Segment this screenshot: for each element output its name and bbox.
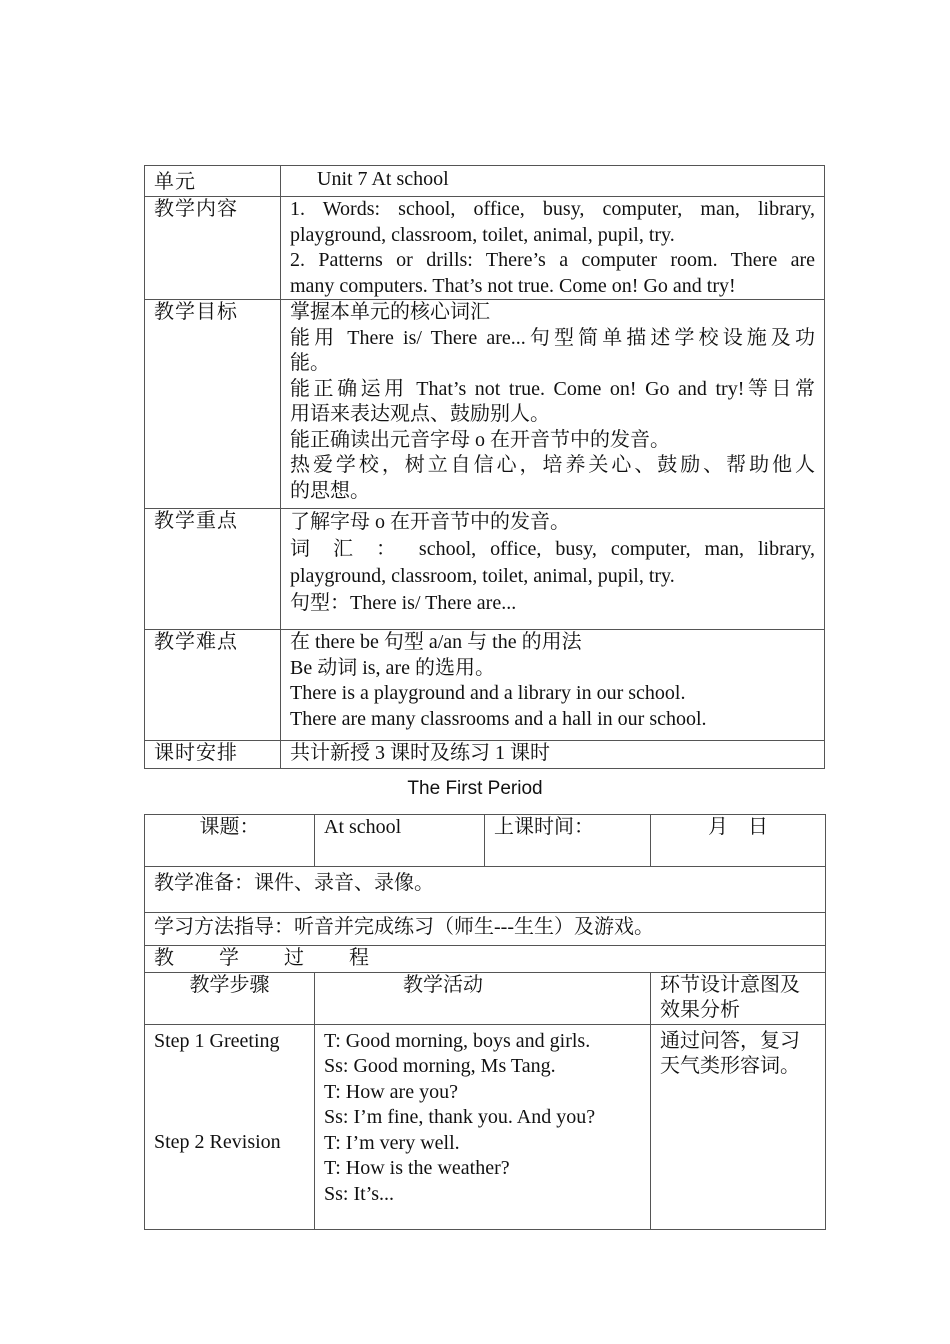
activities-cell — [315, 1024, 651, 1229]
spacer — [154, 1054, 305, 1130]
label-topic: 课题： — [145, 815, 315, 867]
value-schedule: 共计新授 3 课时及练习 1 课时 — [281, 741, 825, 769]
header-steps: 教学步骤 — [145, 972, 315, 1024]
content-line: 1. Words: school, office, busy, computer, man, library, — [290, 198, 815, 220]
unit-overview-table — [144, 165, 825, 769]
goal-line: 能正确读出元音字母 o 在开音节中的发音。 — [290, 428, 670, 451]
goal-line: 能用 There is/ There are...句型简单描述学校设施及功 — [290, 326, 815, 349]
step-label: Step 1 Greeting — [154, 1029, 280, 1052]
intent-line: 天气类形容词。 — [660, 1055, 800, 1077]
focus-line: 句型：There is/ There are... — [290, 592, 517, 614]
activity-line: T: How is the weather? — [324, 1157, 510, 1179]
goal-line: 用语来表达观点、鼓励别人。 — [290, 403, 550, 425]
row-content — [145, 197, 825, 300]
activity-line: T: I’m very well. — [324, 1131, 460, 1154]
label-goals: 教学目标 — [145, 300, 281, 509]
difficulty-line: There are many classrooms and a hall in our school. — [290, 707, 707, 730]
activity-line: T: Good morning, boys and girls. — [324, 1029, 591, 1052]
value-prep: 教学准备：课件、录音、录像。 — [145, 867, 826, 913]
value-topic: At school — [315, 815, 485, 867]
focus-line: playground, classroom, toilet, animal, pupil, try. — [290, 565, 675, 587]
intent-line: 通过问答，复习 — [660, 1029, 800, 1052]
focus-line: 了解字母 o 在开音节中的发音。 — [290, 511, 570, 533]
activity-line: Ss: It’s... — [324, 1182, 395, 1205]
header-intent-line: 效果分析 — [660, 999, 740, 1021]
header-activities: 教学活动 — [315, 972, 651, 1024]
label-unit: 单元 — [145, 166, 281, 197]
label-process: 教 学 过 程 — [145, 946, 826, 973]
value-difficulty — [281, 630, 825, 741]
label-focus: 教学重点 — [145, 509, 281, 630]
row-focus — [145, 509, 825, 630]
goal-line: 热爱学校，树立自信心，培养关心、鼓励、帮助他人 — [290, 454, 815, 476]
label-schedule: 课时安排 — [145, 741, 281, 769]
value-focus — [281, 509, 825, 630]
label-time: 上课时间： — [485, 815, 651, 867]
value-goals — [281, 300, 825, 509]
row-method — [145, 913, 826, 946]
row-process — [145, 946, 826, 973]
activity-line: Ss: I’m fine, thank you. And you? — [324, 1106, 596, 1128]
row-steps — [145, 1024, 826, 1229]
row-difficulty — [145, 630, 825, 741]
intent-cell — [651, 1024, 826, 1229]
goal-line: 能正确运用 That’s not true. Come on! Go and try!等日常 — [290, 377, 815, 400]
difficulty-line: There is a playground and a library in our school. — [290, 682, 686, 704]
activity-line: T: How are you? — [324, 1080, 458, 1103]
value-content — [281, 197, 825, 300]
goal-line: 的思想。 — [290, 479, 370, 502]
difficulty-line: 在 there be 句型 a/an 与 the 的用法 — [290, 631, 582, 653]
row-prep — [145, 867, 826, 913]
header-intent — [651, 972, 826, 1024]
content-line: many computers. That’s not true. Come on! Go and try! — [290, 274, 736, 297]
steps-cell — [145, 1024, 315, 1229]
goal-line: 掌握本单元的核心词汇 — [290, 301, 490, 323]
content-line: 2. Patterns or drills: There’s a computer room. There are — [290, 249, 815, 271]
content-line: playground, classroom, toilet, animal, pupil, try. — [290, 223, 675, 246]
row-goals — [145, 300, 825, 509]
header-intent-line: 环节设计意图及 — [660, 973, 800, 996]
row-topic — [145, 815, 826, 867]
period-title: The First Period — [407, 778, 543, 799]
value-time: 月 日 — [651, 815, 826, 867]
row-unit — [145, 166, 825, 197]
row-schedule — [145, 741, 825, 769]
value-method: 学习方法指导：听音并完成练习（师生---生生）及游戏。 — [145, 913, 826, 946]
lesson-plan-table — [144, 814, 826, 1230]
focus-line: 词 汇 ： school, office, busy, computer, man, library, — [290, 538, 815, 560]
value-unit: Unit 7 At school — [281, 166, 825, 197]
label-content: 教学内容 — [145, 197, 281, 300]
label-difficulty: 教学难点 — [145, 630, 281, 741]
goal-line: 能。 — [290, 352, 330, 374]
activity-line: Ss: Good morning, Ms Tang. — [324, 1055, 556, 1077]
row-headers — [145, 972, 826, 1024]
step-label: Step 2 Revision — [154, 1131, 281, 1153]
difficulty-line: Be 动词 is, are 的选用。 — [290, 656, 495, 679]
